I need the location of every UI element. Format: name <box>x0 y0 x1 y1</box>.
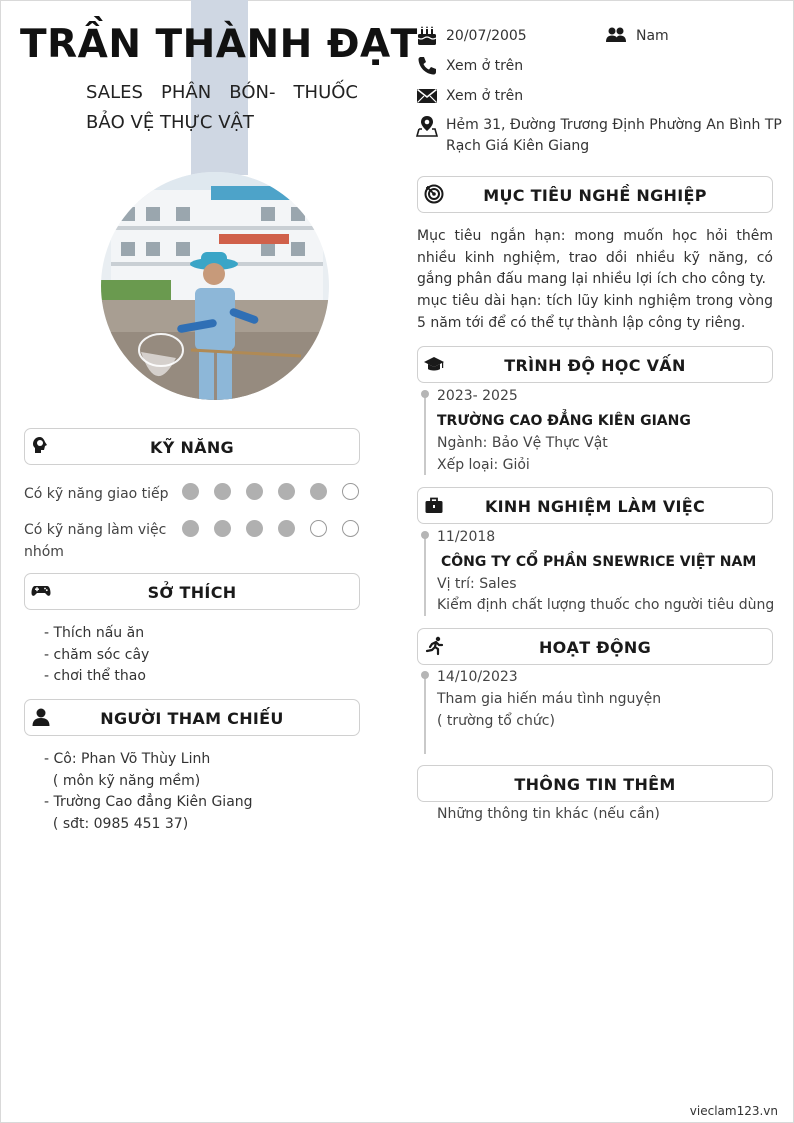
experience-period: 11/2018 <box>437 529 496 545</box>
timeline-dot <box>421 531 429 539</box>
rating-dot-empty <box>342 520 359 537</box>
reference-line: - Trường Cao đẳng Kiên Giang <box>44 794 253 810</box>
email-envelope-icon <box>416 85 438 107</box>
objective-long-term: mục tiêu dài hạn: tích lũy kinh nghiệm trong vòng 5 năm tới để có thể tự thành lập công ty riêng. <box>417 293 773 331</box>
reference-line: - Cô: Phan Võ Thùy Linh <box>44 751 211 767</box>
phone-icon <box>416 55 438 77</box>
education-grade: Xếp loại: Giỏi <box>437 457 530 473</box>
timeline-dot <box>421 671 429 679</box>
objective-short-term: Mục tiêu ngắn hạn: mong muốn học hỏi thêm nhiều kinh nghiệm, trao dồi nhiều kỹ năng, có gắng phân đấu mang lại nhiều lợi ích cho công ty. <box>417 228 773 287</box>
activity-line: ( trường tổ chức) <box>437 713 555 729</box>
experience-position: Vị trí: Sales <box>437 576 517 592</box>
hobby-item: - chăm sóc cây <box>44 647 150 663</box>
rating-dot-filled <box>182 520 199 537</box>
experience-description: Kiểm định chất lượng thuốc cho người tiêu dùng <box>437 597 775 613</box>
rating-dot-filled <box>214 520 231 537</box>
address-line1: Hẻm 31, Đường Trương Định Phường An Bình TP <box>446 117 782 133</box>
rating-dot-filled <box>278 520 295 537</box>
experience-company: CÔNG TY CỔ PHẦN SNEWRICE VIỆT NAM <box>441 554 757 570</box>
skill-label: Có kỹ năng giao tiếp <box>24 486 169 502</box>
activity-date: 14/10/2023 <box>437 669 518 685</box>
rating-dot-filled <box>214 483 231 500</box>
reference-line: ( sđt: 0985 451 37) <box>44 816 189 832</box>
birthday-text: 20/07/2005 <box>446 28 527 44</box>
timeline-dot <box>421 390 429 398</box>
phone-text: Xem ở trên <box>446 58 524 74</box>
footer-watermark: vieclam123.vn <box>689 1104 778 1118</box>
experience-title: KINH NGHIỆM LÀM VIỆC <box>484 497 706 516</box>
birthday-cake-icon <box>416 25 438 47</box>
rating-dot-empty <box>342 483 359 500</box>
skill-label: Có kỹ năng làm việc nhóm <box>24 522 167 560</box>
rating-dot-empty <box>310 520 327 537</box>
email-text: Xem ở trên <box>446 88 524 104</box>
rating-dot-filled <box>310 483 327 500</box>
education-school: TRƯỜNG CAO ĐẲNG KIÊN GIANG <box>437 413 691 429</box>
rating-dot-filled <box>182 483 199 500</box>
additional-title: THÔNG TIN THÊM <box>514 775 676 794</box>
education-title: TRÌNH ĐỘ HỌC VẤN <box>504 356 686 375</box>
reference-line: ( môn kỹ năng mềm) <box>44 773 201 789</box>
address-line2: Rạch Giá Kiên Giang <box>446 138 590 154</box>
education-period: 2023- 2025 <box>437 388 518 404</box>
experience-section-header <box>417 487 773 524</box>
objective-title: MỤC TIÊU NGHỀ NGHIỆP <box>483 186 707 205</box>
timeline-line <box>424 393 426 475</box>
gender-users-icon <box>605 25 627 47</box>
education-major: Ngành: Bảo Vệ Thực Vật <box>437 435 608 451</box>
skills-title: KỸ NĂNG <box>150 438 234 457</box>
education-section-header <box>417 346 773 383</box>
references-section-header <box>24 699 360 736</box>
timeline-line <box>424 674 426 754</box>
hobbies-title: SỞ THÍCH <box>147 583 237 602</box>
activities-section-header <box>417 628 773 665</box>
hobbies-section-header <box>24 573 360 610</box>
candidate-name: TRẦN THÀNH ĐẠT <box>20 22 418 67</box>
additional-section-header <box>417 765 773 802</box>
references-title: NGƯỜI THAM CHIẾU <box>100 709 284 728</box>
timeline-line <box>424 534 426 616</box>
hobby-item: - Thích nấu ăn <box>44 625 145 641</box>
profile-photo <box>101 172 329 400</box>
location-pin-icon <box>416 115 438 137</box>
objective-section-header <box>417 176 773 213</box>
rating-dot-filled <box>278 483 295 500</box>
rating-dot-filled <box>246 520 263 537</box>
gender-text: Nam <box>636 28 669 44</box>
job-title: SALES PHÂN BÓN- THUỐC BẢO VỆ THỰC VẬT <box>86 82 358 133</box>
additional-text: Những thông tin khác (nếu cần) <box>437 806 660 822</box>
activities-title: HOẠT ĐỘNG <box>538 638 652 657</box>
skills-section-header <box>24 428 360 465</box>
activity-line: Tham gia hiến máu tình nguyện <box>437 691 662 707</box>
hobby-item: - chơi thể thao <box>44 668 146 684</box>
rating-dot-filled <box>246 483 263 500</box>
